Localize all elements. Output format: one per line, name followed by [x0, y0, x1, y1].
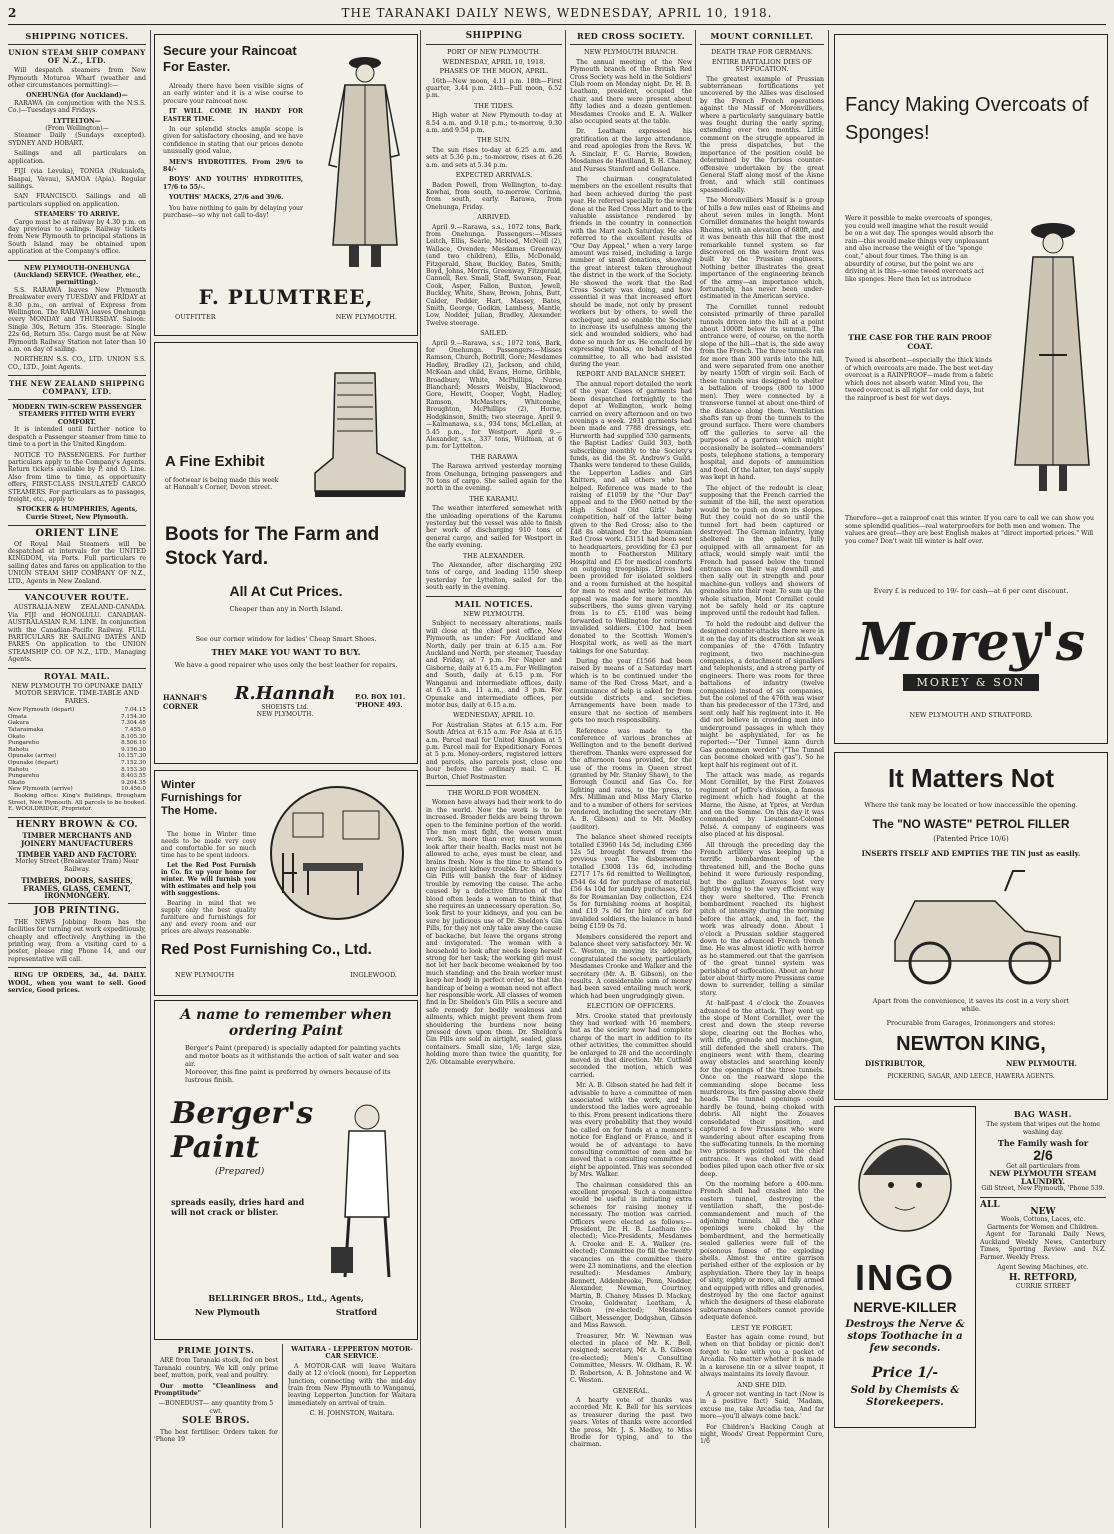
hannahs-corner: HANNAH'S CORNER [163, 693, 208, 711]
plumtree-np: NEW PLYMOUTH. [335, 313, 397, 321]
timetable-time: 3.30 [133, 766, 146, 773]
timetable-stop: Rahotu [8, 746, 29, 753]
sun: The sun rises to-day at 6.25 a.m. and sets at 5.36 p.m.; to-morrow, rises at 6.26 a.m. and sets at 5.34 p.m. [426, 146, 562, 169]
rc-paragraph: Mrs. Crooke stated that previously they had worked with 16 members, but as the society now had complete charge of the mart in addition to its other activities, the committee should be enlarged to 28 and the accordingly moved in that direction. Mr. Cutfield seconded the motion, which was carried. [570, 1012, 692, 1079]
timetable-stop: Opunake (arrive) [8, 753, 57, 760]
bag-text-1: The system that wipes out the home washing day. [986, 1121, 1100, 1136]
report-heading: REPORT AND BALANCE SHEET. [576, 370, 686, 379]
waitara-text: A MOTOR-CAR will leave Waitara daily at 12 o'clock (noon), for Lepperton Junction, connecting with the mid-day train from New Plymouth to Wanganui, leaving Lepperton Junction for Waitara immediately on arrival of train. [288, 1362, 416, 1407]
make: THEY MAKE YOU WANT TO BUY. [211, 647, 361, 657]
column-rule [150, 30, 151, 1528]
newton-footer [865, 1059, 1077, 1068]
hannah-logo-text: R.Hannah [234, 683, 336, 704]
royal-mail-text: NEW PLYMOUTH TO OPUNAKE DAILY MOTOR SERVICE. TIME-TABLE AND FARES. [11, 682, 143, 705]
san-francisco: SAN FRANCISCO. Sailings and all particulars supplied on application. [8, 193, 146, 208]
winter-title: Winter Furnishings for The Home. [161, 779, 242, 817]
rc-paragraph: A hearty vote of thanks was accorded Mr. K. Bell for his services as treasurer during the past two years. Votes of thanks were accorded the press, Mr. J. S. Medley, to Miss Brodie for typing, and to the chairman. [570, 1396, 692, 1449]
morey-son: MOREY & SON [903, 674, 1040, 691]
new: NEW [1030, 1207, 1056, 1218]
lyttelton: LYTTELTON— [53, 117, 101, 125]
stocker: STOCKER & HUMPHRIES, Agents, Currie Street, New Plymouth. [16, 506, 138, 521]
column-rule [565, 30, 566, 1528]
rc-paragraph: The chairman congratulated members on the excellent results that had been achieved during the past year. He referred specially to the work done at the Red Cross Mart and to the valuable assistance rendered by friends in the country in connection with the Mart each Saturday. He also referred to the excellent results of "Our Day Appeal," when a very large amount was raised, including a large number of small donations, showing the great interest taken throughout the district in the work of the Society. He showed the work that the Red Cross Society was doing, and how essential it was that increased effort should be made, not only by present workers but by others, to swell the exchequer, and so enable the Society to increase its usefulness among the sick and wounded soldiers, who had done so much for us. He concluded by expressing thanks, on behalf of the committee, to all who had assisted during the year. [570, 175, 692, 369]
bag-text-2: The Family wash for [997, 1138, 1089, 1149]
winter-body [161, 831, 256, 938]
repairer: We have a good repairer who uses only the best leather for repairs. [174, 661, 398, 669]
bag-wash-ad [980, 1108, 1106, 1528]
raincoat-text: Already there have been visible signs of an early winter and it is a wise course to procure your raincoat now. [163, 83, 303, 105]
sewing: Agent Sewing Machines, etc. [997, 1263, 1089, 1271]
timetable-stop: Pungarehu [8, 773, 40, 780]
timetable-time: 5.30 [133, 733, 146, 740]
pobox: P.O. BOX 101. 'PHONE 493. [355, 693, 406, 709]
bonedust: —BONEDUST— any quantity from 5 cwt. [158, 1400, 274, 1415]
rc-paragraph: The annual meeting of the New Plymouth branch of the British Red Cross Society was held in the Soldiers' Club room on Monday night. Dr. H. B. Leatham, president, occupied the chair, and there were present about fifty ladies and a dozen gentlemen. Mesdames Crooke and E. A. Walker also occupied seats at the table. [570, 58, 692, 126]
page-number: 2 [8, 6, 17, 20]
hannah-np: NEW PLYMOUTH. [256, 711, 314, 718]
did-text: A grocer not wanting in tact (Now is in a positive fact) Said, 'Madam, excuse me, take Arcadia tea, And far more—you'll always come back.' [700, 1390, 824, 1421]
berger-stratford: Stratford [335, 1307, 377, 1317]
column-mount-cornillet [700, 30, 824, 1528]
date: WEDNESDAY, APRIL 10, 1918. [442, 57, 546, 66]
tides: High water at New Plymouth to-day at 8.54 a.m. and 9.18 p.m.; to-morrow, 9.30 a.m. and 9.54 p.m. [426, 112, 562, 135]
royal-mail-heading: ROYAL MAIL. [43, 670, 111, 681]
timetable-row [8, 707, 146, 714]
branch: NEW PLYMOUTH BRANCH. [583, 48, 679, 57]
cheaper: Cheaper than any in North Island. [229, 605, 343, 613]
timetable-row [8, 720, 146, 727]
masthead-title: THE TARANAKI DAILY NEWS, WEDNESDAY, APRIL 10, 1918. [341, 6, 773, 20]
mail-text: Subject to necessary alterations, mails will close at the chief post office, New Plymouth, as under: For Auckland and North, daily per train at 6.15 a.m. For Auckland and North, per steamer, Tuesday and Friday, at 7 p.m. For Napier and Gisborne, daily at 6.15 a.m. For Wellington and South, daily at 6.15 p.m. For Wanganui and intermediate offices, daily at 6.15 a.m., 11 a.m., and 3 p.m. For Opunake and intermediate offices, per motor bus, daily at 6.15 a.m. [426, 620, 562, 709]
ring-up: RING UP ORDERS, 3d., 4d. DAILY. WOOL, when you want to sell. Good service, Good prices. [8, 972, 146, 995]
newton-np: NEW PLYMOUTH. [1006, 1059, 1077, 1068]
timetable-time: 6.30 [133, 746, 146, 753]
cargo: Cargo must be at railway by 4.30 p.m. on day previous to sailings. Railway tickets from New Plymouth to principal stations in South Island may be obtained upon application at the Company's office. [8, 218, 146, 256]
alexander-heading: THE ALEXANDER. [462, 551, 526, 560]
fancy-title: Fancy Making Overcoats of Sponges! [845, 94, 1089, 144]
nz-shipping-heading: THE NEW ZEALAND SHIPPING COMPANY, LTD. [9, 379, 145, 396]
raincoat-title: Secure your Raincoat For Easter. [163, 43, 297, 74]
branches: PICKERING, SAGAR, AND LEECE, HAWERA AGENTS. [887, 1073, 1055, 1080]
timetable-time: 4.35 [133, 779, 146, 786]
job-text: THE NEWS Jobbing Room has the facilities for turning out work expeditiously, cheaply and effectively. Anything in the printing way, from a visiting card to a poster, please ring Phone 14, and our representative will call. [8, 918, 146, 963]
waitara-ad [288, 1344, 416, 1528]
spreads: spreads easily, dries hard and will not crack or blister. [171, 1197, 305, 1217]
destroys: Destroys the Nerve & stops Toothache in a few seconds. [845, 1319, 965, 1354]
shipping-heading: SHIPPING [465, 31, 523, 41]
timetable-row [8, 773, 146, 780]
timetable-stop: Opunake (depart) [8, 760, 59, 767]
fine-exhibit: A Fine Exhibit [165, 453, 265, 470]
red-post-ad [154, 770, 418, 996]
berger-np: New Plymouth [195, 1307, 260, 1317]
cornillet-paragraph: At half-past 4 o'clock the Zouaves advanced to the attack. They went up the slope of Mont Cornillet, over the crest and down the steep reverse slope, clearing out the Boches who, with rifle, grenade and machine-gun, still defended the shell craters. The engineers went with them, clearing away obstacles and searching keenly for the openings of the three tunnels. Once on the rearward slope the commanding slope became less murderous, its fire passing above their heads. The tunnel openings could hardly be found, being choked with debris. All night the Zouaves consolidated their position, and captured a few Prussians who were wandering about after escaping from the suffocating tunnels. In the morning two prisoners pointed out the chief entrance. It was choked with dead bodies piled upon each other five or six deep. [700, 1000, 824, 1178]
motto: Our motto "Cleanliness and Promptitude" [154, 1382, 278, 1398]
gain: You have nothing to gain by delaying your purchase—so why not call to-day! [163, 204, 303, 220]
orient-text: Of Royal Mail Steamers will be despatched at intervals for the UNITED KINGDOM, via Ports. Full particulars re sailing dates and fares on application to the UNION STEAM SHIP COMPANY OF N.Z., LTD., Agents in New Zealand. [8, 540, 146, 585]
cornillet-heading: MOUNT CORNILLET. [710, 31, 814, 41]
rc-paragraph: Members considered the report and balance sheet very satisfactory. Mr. W. C. Weston, in moving its adoption, congratulated the society, particularly Mesdames Crooke and Walker and the secretary (Mr. A. B. Gibson), on the results. A considerable sum of money had been saved entailing much work, which had been ungrudgingly given. [570, 933, 692, 1000]
timetable-stop: Pungarehu [8, 740, 40, 747]
red-post-np: NEW PLYMOUTH [175, 971, 235, 979]
plumtree-ad [154, 34, 418, 336]
column-rule [282, 1344, 283, 1528]
bag-heading: BAG WASH. [1014, 1109, 1072, 1119]
currie: CURRIE STREET [1015, 1282, 1071, 1290]
notice-passengers: NOTICE TO PASSENGERS. For further particulars apply to the Company's Agents. Return tickets available by P. and O. Line. Also from time to time, as opportunity offers, FIRST-CLASS INSULATED CARGO STEAMERS. For particulars as to passages, freight, etc., apply to [8, 451, 146, 503]
timetable-time: 4.30 [133, 713, 146, 720]
column-rule [695, 30, 696, 1528]
raincoat-body [163, 83, 303, 223]
vancouver-text: AUSTRALIA-NEW ZEALAND-CANADA. Via FIJI and HONOLULU. CANADIAN-AUSTRALASIAN R.M. LINE. In conjunction with the Canadian-Pacific Railway. FULL PARTICULARS RE SAILING DATES AND FARES On application to the UNION STEAMSHIP CO. OF N.Z., LTD., Managing Agents. [8, 604, 146, 664]
arrived-heading: ARRIVED. [477, 213, 511, 222]
fiji: FIJI (via Levuka), TONGA (Nukualofa, Haapai, Vavau), SAMOA (Apia). Regular sailings. [8, 168, 146, 190]
shipping-notices-heading: SHIPPING NOTICES. [25, 31, 129, 41]
orient-heading: ORIENT LINE [35, 528, 119, 540]
timetable-row [8, 760, 146, 767]
masthead [8, 4, 1106, 25]
agent: Agent for Taranaki Daily News, Auckland Weekly News, Canterbury Times, Sporting Review and N.Z. Farmer. Weekly Press. [980, 1231, 1106, 1261]
discount: Every £ is reduced to 19/- for cash—at 6 per cent discount. [873, 587, 1069, 595]
ingo-sold: Sold by Chemists & Storekeepers. [850, 1385, 960, 1408]
alexander-text: The Alexander, after discharging 292 tons of cargo, and loading 1150 sheep yesterday for Lyttelton, sailed for the south early in the evening. [426, 562, 562, 592]
moreys-logo-text: Morey's [856, 612, 1086, 673]
boot-illustration [295, 363, 410, 503]
column-shipping-notices [8, 30, 146, 1528]
column-shipping-news [426, 30, 562, 1528]
handy: IT WILL COME IN HANDY FOR EASTER TIME. [163, 108, 303, 123]
inserts: INSERTS ITSELF AND EMPTIES THE TIN just as easily. [861, 849, 1081, 858]
hydrotites: MEN'S HYDROTITES. From 29/6 to 84/- [163, 158, 303, 174]
sun-heading: THE SUN. [476, 136, 512, 145]
bergers-logo: Berger's Paint [171, 1096, 314, 1165]
boys: BOYS' AND YOUTHS' HYDROTITES, 17/6 to 55/-. [163, 176, 303, 191]
timber: TIMBER MERCHANTS AND JOINERY MANUFACTURERS [20, 831, 134, 848]
timetable-time: 9.15 [121, 746, 134, 753]
waitara-heading: WAITARA - LEPPERTON MOTOR-CAR SERVICE. [291, 1345, 413, 1361]
where: Where the tank may be located or how inaccessible the opening. [864, 801, 1078, 809]
berger-ad [154, 1000, 418, 1340]
bearing: Bearing in mind that we supply only the best quality furniture and furnishings for any and every room and our prices are always reasonable. [161, 900, 256, 935]
timetable-stop: Okato [8, 733, 25, 740]
northern: NORTHERN S.S. CO., LTD. UNION S.S. CO., LTD., Joint Agents. [8, 356, 146, 371]
timetable-note: Booking office: King's Buildings, Brougham Street, New Plymouth. All parcels to be booked. E. WOOLDRIDGE, Proprietor. [8, 793, 146, 813]
general-heading: GENERAL. [612, 1386, 650, 1395]
cornillet-sub2: ENTIRE BATTALION DIES OF SUFFOCATION. [711, 57, 813, 74]
intended: It is intended until further notice to despatch a Passenger steamer from time to time to a port in the United Kingdom. [8, 426, 146, 449]
apart: Apart from the convenience, it saves its cost in a very short while. [872, 997, 1070, 1013]
timetable-row [8, 714, 146, 721]
woman-face-illustration [845, 1115, 965, 1255]
sailings: Sailings and all particulars on application. [8, 150, 146, 165]
inglewood: INGLEWOOD. [350, 971, 397, 979]
timetable-stop: New Plymouth (depart) [8, 707, 75, 714]
corner: See our corner window for ladies' Cheap Smart Shoes. [195, 635, 377, 643]
furniture-circle-illustration [263, 783, 411, 923]
column-red-cross [570, 30, 692, 1528]
johnston: C. H. JOHNSTON, Waitara. [309, 1410, 395, 1418]
vancouver-heading: VANCOUVER ROUTE. [24, 592, 130, 602]
morey-logo [845, 612, 1097, 691]
cornillet-paragraph: The greatest example of Prussian subterranean fortifications yet uncovered by the Allies was disclosed by the French French operations against the Massif of Moronvilliers, where a particularly sanguinary battle was fought during the early spring, extending over two months. Little comment on the struggle appeared in the press dispatches, but the importance of the position could be determined by the furious counter-offensive undertaken by the great General Staff along most of the Aisne front, and which still continues spasmodically. [700, 75, 824, 194]
cornillet-sub1: DEATH TRAP FOR GERMANS. [711, 48, 813, 57]
moon: 16th—New moon, 4.11 p.m. 18th—First quarter, 3.44 p.m. 24th—Full moon, 6.52 p.m. [426, 77, 562, 100]
timetable-time: 6.10 [133, 740, 146, 747]
arrived: April 9.—Rarawa, s.s., 1072 tons, Bark, from Onehunga. Passengers:—Misses Leitch, Ellis, Searle, Mcleod, McNeill (2), Wallace, Ovenden; Mesdames Greenway (and two children), Ellis, McDonald, Fitzgerald, Shaw, Buckley, Bates, Smith; Boyd, Johns, Morris, Greenway, Fitzgerald, Cannell, Rev. Small, Staff, Swanson, Fear, Cook, Asper, Fallon, Buxton, Jewell, Buckley, White, Shaw, Brown, Johns, Butt, Calder, Pedder, Hart, Massey, Bates, Smith, George, Godkin, Lambess, Mantle, Low, Nodder, Julian, Bradley, Alexander. Twelve steerage. [426, 223, 562, 327]
mail-sub: NEW PLYMOUTH. [463, 610, 525, 619]
fancy-text-2: Tweed is absorbent—especially the thick kinds of which overcoats are made. The best wet-day overcoat is a RAINPROOF—made from a fabric which does not absorb water. Mind you, the tweed overcoat is all right for cold days, but the rainproof is best for wet days. [845, 357, 994, 402]
paint-text: Berger's Paint (prepared) is specially adapted for painting yachts and motor boats as it withstands the action of salt water and sea air. [185, 1044, 401, 1068]
cornillet-paragraph: The Moronvilliers Massif is a group of hills a few miles east of Rheims and about seven miles in length. Mont Cornillet dominates the height towards Rheims, with an elevation of 680ft, and it was beneath this hill that the most remarkable tunnel system so far discovered on the western front was built by the Prussian engineers. Nothing better illustrates the great importance of the engineering branch of the army—an importance which, fortunately, has never been under-estimated in the American service. [700, 197, 824, 301]
timetable [8, 707, 146, 793]
red-post-name: Red Post Furnishing Co., Ltd. [161, 941, 372, 958]
prepared: (Prepared) [215, 1167, 265, 1177]
newton-king: NEWTON KING, [896, 1033, 1046, 1055]
cornillet-paragraph: To hold the redoubt and deliver the designed counter-attacks there were in it on the day of its destruction six weak companies of the 476th Infantry regiment, two machine-gun companies, a detachment of signallers and telephonists, and a strong party of engineers. There was room for three battalions of infantry (twelve companies) instead of six companies, but the colonel of the 476th was wiser than his predecessor of the 173rd, and sent only half his regiment into it. He did not believe in crowding men into underground passages in which they might be asphyxiated, for as he reported:—"Der Tunnel kann durch Gas genommen werden" ("The Tunnel can become choked with gas"). So he kept half his regiment out of it. [700, 620, 824, 769]
ingo-price: Price 1/- [871, 1365, 939, 1381]
timber-yard: TIMBER YARD AND FACTORY: [17, 850, 137, 859]
prime-heading: PRIME JOINTS. [177, 1345, 255, 1355]
all: ALL [980, 1199, 1000, 1210]
wed-text: For Australian States at 6.15 a.m. For South Africa at 6.15 a.m. For Asia at 6.15 a.m. Parcel mail for United Kingdom at 5 p.m. Parcel mail for Expeditionary Forces at 5 p.m. Money-orders, registered letters and parcels, also parcels post, close one hour before the ordinary mail. C. H. Burton, Chief Postmaster. [426, 721, 562, 781]
timetable-time: 7.15 [121, 713, 134, 720]
woman-in-coat-illustration [1003, 215, 1099, 505]
rc-paragraph: The annual report detailed the work of the year. Cases of garments had been despatched fortnightly to the depot at Wellington, work being carried on every afternoon and on two evenings a week. 2931 garments had been made and 7788 dressings, etc. Hurworth had supplied 530 garments, the Baptist Ladies' Guild 303, both subscribing monthly to the Society's funds, as did the St. Andrew's Guild. Thanks were tendered to these Guilds, the Lepperton Ladies and Girl Knitters, and all others who had helped. Reference was made to the raising of £1059 by the "Our Day" appeal and to the £960 netted by the High School Old Girls' baby competition, half of the latter being given to the Red Cross; also to the £48 8s obtained for the Roumanian Red Cross work. £3151 had been sent to headquarters, providing for £3 per month to Featherston Military Hospital and £5 for medical comforts on outgoing troopships. Drives had been provided for isolated soldiers and a room furnished at the hospital for men to rest and write letters. An appeal was made for more monthly subscribers, the sums given varying from 1s to £5. £100 was being forwarded to Wellington for returned invalided soldiers. £100 had been donated to the Scottish Women's Hospital work, as well as the mart takings for one Saturday. [570, 380, 692, 655]
ss-rarawa: S.S. RARAWA leaves New Plymouth Breakwater every TUESDAY and FRIDAY at 8.30 p.m., on arrival of Express from Wellington. The RARAWA leaves Onehunga every MONDAY and THURSDAY. Saloon: Single 30s, Return 35s. Steerage: Single 22s 6d, Return 35s. Cargo must be at New Plymouth Railway Station not later than 10 a.m. on day of sailing. [8, 286, 146, 354]
timetable-time: 10.45 [121, 786, 138, 793]
timetable-time: 7.15 [121, 760, 134, 767]
laundry: NEW PLYMOUTH STEAM LAUNDRY. [989, 1169, 1097, 1186]
bellringer: BELLRINGER BROS., Ltd., Agents, [208, 1293, 364, 1303]
timetable-time: 6.0 [137, 786, 146, 793]
red-post-furnish: Let the Red Post Furnish in Co. fix up your home for winter. We will furnish you with estimates and help you with suggestions. [161, 862, 256, 897]
rc-paragraph: The chairman considered this an excellent proposal. Such a committee would be useful in initiating extra schemes for raising money if necessary. The motion was carried. Officers were elected as follows:—President, Dr. H. B. Leatham (re-elected); Vice-Presidents, Mesdames A. Crooke and E. A. Walker (re-elected); Committee (to fill the twenty vacancies on the committee there were 23 nominations, and the election resulted): Mesdames Ambury, Bennett, Addenbrooke, Penn, Nodder, Alexander, Newman, Courtney, Martin, B. Chaney, Misses D. Mackay, Crooke, Goldwater, Leatham, A. Wilson (re-elected); Mesdames Gilbert, Messenger, Dodgshun, Gibson and Miss Rawson. [570, 1181, 692, 1330]
timetable-stop: Omata [8, 713, 27, 720]
prime-joints-ad [154, 1344, 278, 1528]
berger-footer [195, 1307, 377, 1317]
cut-prices: All At Cut Prices. [229, 583, 343, 599]
plumtree-name: F. PLUMTREE, [198, 285, 374, 309]
rc-paragraph: The balance sheet showed receipts totalled £3960 14s 5d, including £366 12s 5d brought forward from the previous year. The disbursements totalled £3008 13s 6d, including £2717 17s 6d remitted to Wellington, £544 6s 4d for purchase of material, £56 4s 10d for sundry purchases, £63 8s for Roumanian Day collection, £24 5s for furnishing rooms at hospital, and £19 7s 6d for hire of cars for invalided soldiers, the balance in hand being £159 0s 7d. [570, 834, 692, 931]
retford: H. RETFORD, [1008, 1273, 1078, 1284]
onehunga: ONEHUNGA (for Auckland)— [26, 92, 128, 100]
rc-paragraph: During the year £1566 had been raised by means of a Saturday mart which is to be continued under the name of the Red Cross Mart, and a continuance of help is asked for from outside districts and societies. Arrangements have been made to ensure that no section of members gets too much responsibility. [570, 657, 692, 725]
np-stratford: NEW PLYMOUTH AND STRATFORD. [909, 711, 1033, 719]
macks: YOUTHS' MACKS, 27/6 and 39/6. [169, 194, 284, 202]
hannah-ad [154, 342, 418, 764]
sailed-heading: SAILED. [480, 329, 508, 338]
lest-heading: LEST YE FORGET. [731, 1323, 793, 1332]
karamu-heading: THE KARAMU. [469, 494, 519, 503]
tides-heading: THE TIDES. [474, 101, 514, 110]
cornillet-paragraph: On the morning before a 400-mm. French shell had crashed into the eastern tunnel, destroying the ventilation shaft, the post-de-commandement and much of the adjoining tunnels. All the other openings were choked by the bombardment, and the hermetically sealed galleries were full of the poisonous fumes of the exploding shells. Almost the entire garrison perished either of the explosion or by asphyxiation. There they lay in heaps of sixty, eighty or more, all fully armed and equipped with rifles and grenades, destroyed by the one factor against which the designers of these elaborate subterranean shelters cannot provide adequate defence. [700, 1180, 824, 1322]
column-rule [828, 30, 829, 1528]
sailed: April 9.—Rarawa, s.s., 1072 tons, Bark, for Onehunga. Passengers:—Misses Ramson, Church, Bottrill, Gore; Mesdames Hadley, Bradley (2), Jackson, and child, McKean and child, Evans, Horne, Gribble, Broadbury, White, McPhillips, Nurse Blanchard; Messrs Welsby, Blackwood, Gore, Hewitt, Cooper, Voght, Hadley, Ramson, McMasters, Whitcombe, Broughton, McPhillips (2), Horne, Hodgkinson, Smith; two steerage. April 9.—Kaimanawa, s.s., 934 tons, McLellan, at 5.45 p.m., for Westport. April 9.—Alexander, s.s., 337 tons, Wildman, at 6 p.m. for Lyttelton. [426, 339, 562, 451]
rarawa-heading: THE RARAWA [470, 452, 518, 461]
ingo-logo: INGO [854, 1257, 955, 1298]
union-text: Will despatch steamers from New Plymouth Moturoa Wharf (weather and other circumstances permitting):— [8, 67, 146, 90]
nerve-killer: NERVE-KILLER [853, 1299, 957, 1315]
wellington: (From Wellington)— [45, 125, 109, 133]
timetable-time: 8.40 [121, 773, 134, 780]
gill: Gill Street, New Plymouth, 'Phone 539. [981, 1185, 1105, 1193]
timetable-time: 8.10 [121, 733, 134, 740]
rc-paragraph: Mr. A. B. Gibson stated he had felt it advisable to have a committee of men associated with the work, and he understood the ladies were agreeable to this. From present indications there was every probability that they would be called on for funds at a moment's notice for England or France, and it would be of advantage to have consulting committee of men and he moved that a consulting committee of eight be appointed. This was seconded by Mrs. Walker. [570, 1082, 692, 1179]
rc-paragraph: Reference was made to the conference of various branches at Wellington and to the benefit derived therefrom. Thanks were expressed for the afternoon teas provided, for the use of the rooms in Queen street (granted by Mr. Stanley Shaw), to the Borough Council and Gas Co. for lighting and rates, to the press, to Mrs. Milliman and Miss Mary Clarke and to a number of others for services rendered, including the secretary (Mr. A. B. Gibson) and to Mr. Medley (auditor). [570, 727, 692, 831]
timetable-time: 7.0 [124, 707, 134, 714]
timetable-stop: Okato [8, 779, 25, 786]
expected: Baden Powell, from Wellington, to-day. Kowhai, from south, to-morrow. Corinna, from south, early. Rarawa, from Onehunga, Friday. [426, 181, 562, 211]
twin-screw: MODERN TWIN-SCREW PASSENGER STEAMERS FITTED WITH EVERY COMFORT. [12, 404, 142, 426]
plumtree-footer [175, 313, 397, 321]
steamer-daily: Steamer Daily (Sundays excepted). SYDNEY AND HOBART. [8, 132, 146, 147]
stock: In our splendid stocks ample scope is given for satisfactory choosing, and we have confidence in stating that our prices denote unusually good value. [163, 126, 303, 156]
timetable-time: 7.45 [124, 727, 138, 734]
did-heading: AND SHE DID. [737, 1380, 787, 1389]
timetable-time: 7.30 [121, 720, 134, 727]
timetable-row [8, 734, 146, 741]
timetable-time: 2.30 [133, 760, 146, 767]
henry-brown-heading: HENRY BROWN & CO. [15, 819, 139, 830]
timetable-row [8, 740, 146, 747]
lest-text: Easter has again come round, but when on that holiday or picnic don't forget to take with you a packet of Arcadia. No matter whether it is made in a kerosene tin or a silver teapot, it always maintains its lovely flavour. [700, 1334, 824, 1379]
ingo-ad [834, 1106, 976, 1428]
motor-car-illustration [875, 861, 1075, 991]
paint-title: A name to remember when ordering Paint [180, 1007, 392, 1039]
doors: TIMBERS, DOORS, SASHES, FRAMES, GLASS, CEMENT, IRONMONGERY. [21, 876, 133, 901]
moreover: Moreover, this fine paint is preferred by owners because of its lustrous finish. [185, 1068, 391, 1084]
election-heading: ELECTION OF OFFICERS. [586, 1002, 676, 1011]
man-in-raincoat-illustration [315, 45, 410, 275]
wed-heading: WEDNESDAY, APRIL 10. [453, 711, 535, 720]
woods-text: For Children's Hacking Cough at night, Woods' Great Peppermint Cure, 1/6 [700, 1423, 824, 1446]
phases: PHASES OF THE MOON, APRIL. [439, 67, 549, 76]
timetable-time: 8.50 [121, 740, 134, 747]
prime-text: ARE from Taranaki stock, fed on best Taranaki country. We kill only prime beef, mutton, pork, veal and poultry. [154, 1357, 278, 1380]
women-text: Women have always had their work to do in the world. Now the work is to be increased. Broader fields are being thrown open to the feminine portion of the world. The men must fight, the women must work. So, more than ever, must women look after their health. Backs must not be allowed to ache, eyes must be clear, and brains fresh. Now is the time to attend to any incipient kidney trouble. Dr. Sheldon's Gin Pills will banish the fear of kidney trouble by removing the cause. The ache caused by a defective filtration of the blood often leads a woman to think that she requires an unnecessary operation. So, look first to your kidneys, and you can be sure by judicious use of Dr. Sheldon's Gin Pills, for they not only take away the cause of backache, but leave the organs strong and invigorated. The woman with a household to look after needs keep herself strong for her task; the working girl must not let her back become weakened by too much standing; and the brain worker must keep her body in perfect order, so that the handicap of being a woman need not affect her responsible work. All classes of women find in Dr. Sheldon's Gin Pills a secure and safe remedy for bodily weakness and ailments, which might prevent them from shouldering the burdens now being pressed down upon them. Dr. Sheldon's Gin Pills are sold in airtight, sealed, glass containers. Small size, 1/6; large size, holding more than twice the quantity, for 2/6. Obtainable everywhere. [426, 799, 562, 1066]
timetable-time: 10.15 [117, 753, 134, 760]
bag-text-3: Get all particulars from [1006, 1163, 1080, 1171]
expected-heading: EXPECTED ARRIVALS. [455, 171, 533, 180]
red-post-footer [175, 971, 397, 979]
timetable-row [8, 786, 146, 793]
shoeists: SHOEISTS Ltd. [261, 704, 309, 711]
wools: Wools, Cottons, Laces, etc. [1000, 1216, 1086, 1224]
timetable-stop: Tataraimaka [8, 727, 44, 734]
timetable-time: 5.0 [137, 727, 146, 734]
timetable-time: 4.15 [133, 707, 146, 714]
timetable-time: 7.30 [133, 753, 146, 760]
boots-title: Boots for The Farm and Stock Yard. [165, 524, 380, 569]
morey-ad [834, 34, 1108, 744]
distributor: DISTRIBUTOR, [865, 1059, 926, 1068]
timetable-time: 3.55 [133, 773, 146, 780]
cornillet-paragraph: The attack was made, as regards Mont Cornillet, by the First Zouaves regiment of Joffre's division, a famous regiment which had fought at the Marne, the Aisne, at Ypres, at Verdun and on the Somme. On this day it was commanded by Lieutenant-Colonel Pelsé. A company of engineers was also placed at his disposal. [700, 772, 824, 839]
hannah-logo [225, 683, 345, 718]
fancy-text-1: Were it possible to make overcoats of sponges, you could well imagine what the result would be on a wet day. The sponges would absorb the rain—this would make things very unpleasant and also increase the weight of the "sponge coat," about four times. The thing is an absurdity of course, but the point we are driving at is this—some tweed overcoats act like sponges. Here then let us introduce [845, 215, 994, 283]
timetable-time: 8.15 [121, 766, 134, 773]
procurable: Procurable from Garages, Ironmongers and stores: [886, 1019, 1056, 1027]
onehunga-service: NEW PLYMOUTH-ONEHUNGA (Auckland) SERVICE. (Weather, etc., permitting). [13, 264, 141, 287]
timetable-row [8, 727, 146, 734]
mail-heading: MAIL NOTICES. [454, 598, 534, 609]
fancy-text-3: Therefore—get a rainproof coat this winter. If you care to call we can show you some splendid qualities—real waterproofers for both men and women. The values are great—they are best English makes at "direct imported prices." Will you come? Don't wait till winter is half over. [845, 515, 1094, 545]
karamu-text: The weather interfered somewhat with the unloading operations of the Karamu yesterday but the vessel was able to finish her work of discharging 910 tons of general cargo, and sailed for Westport in the early evening. [426, 505, 562, 550]
timetable-stop: New Plymouth (arrive) [8, 786, 73, 793]
fertiliser: The best fertiliser. Orders taken for 'Phone 19 [154, 1428, 278, 1444]
column-rule [420, 30, 421, 1528]
sole-bros: SOLE BROS. [182, 1416, 250, 1427]
no-waste: The "NO WASTE" PETROL FILLER [872, 817, 1070, 831]
footwear: of footwear is being made this week at Hannah's Corner, Devon street. [165, 477, 279, 492]
red-cross-heading: RED CROSS SOCIETY. [577, 31, 685, 41]
molesworth: Morley Street (Breakwater Tram) Near Railway. [15, 858, 139, 873]
cornillet-paragraph: All through the preceding day the French artillery was keeping up a terrific bombardment of the threatened hill, and the Boche guns behind it were furiously responding, but the gallant Zouaves lost very lightly owing to the very efficient way they were sheltered. The French bombardment reached its highest pitch of intensity during the morning before the attack, and, in fact, the work was already done. About 1 o'clock a Prussian soldier staggered down to the advanced French trench line. He was almost idiotic with horror as he stammered out that the garrison of the great tunnel system was perishing of suffocation. About an hour later about thirty more Prussians came down to surrender, telling a similar story. [700, 841, 824, 997]
job-printing-heading: JOB PRINTING. [34, 906, 120, 917]
painter-illustration [325, 1097, 409, 1287]
cornillet-paragraph: The Cornillet tunnel redoubt consisted primarily of three parallel tunnels driven into the hill at a point about 1000ft below its summit. The entrance were, of course, on the north slope of the hill—that is, the side away from the French. The three tunnels ran for more than 300 yards into the hill, and were separated from one another by nearly 150ft of virgin soil. Each of these tunnels was designed to shelter a battalion of troops (800 to 1000 men). They were connected by a transverse tunnel at about one-third of the distance along them. Ventilation shafts ran up from the tunnels to the ground surface. There were chambers off the galleries to serve all the purposes of a garrison which might occasionally be isolated—commanders' posts, telephone stations, a temporary hospital, and depots of ammunition and food. Of the latter, ten days' supply was kept in hand. [700, 303, 824, 482]
rarawa: RARAWA (in conjunction with the N.S.S. Co.)—Tuesdays and Fridays. [8, 99, 146, 115]
cornillet-paragraph: The object of the redoubt is clear, supposing that the French carried the summit of the hill, the next operation would be to push on down its slopes. But they could not do so until the tunnel fort had been captured or destroyed. The German infantry, lying sheltered in the galleries, fully equipped with all armament for an attack, would simply wait until the French had passed below the tunnel entrances on their way downhill and then sally out in strength and pour machine-gun volleys and showers of grenades into their rear. To sum up the whole situation, Mont Cornillet could not be safely held or its capture improved until the redoubt had fallen. [700, 484, 824, 618]
garments: Garments for Women and Children. [987, 1223, 1099, 1231]
timetable-row [8, 767, 146, 774]
bag-price: 2/6 [1033, 1146, 1053, 1163]
winter-text: The home in Winter time needs to be made very cosy and comfortable for so much time has to be spent indoors. [161, 831, 256, 859]
patented: (Patented Price 10/6) [933, 835, 1009, 843]
women-heading: THE WORLD FOR WOMEN. [447, 788, 541, 797]
timetable-time: 4.45 [133, 720, 146, 727]
newton-king-ad [834, 752, 1108, 1100]
steamers-arrive: STEAMERS' TO ARRIVE. [34, 211, 120, 219]
timetable-stop: Oakura [8, 720, 29, 727]
timetable-time: 9.20 [121, 779, 134, 786]
case-heading: THE CASE FOR THE RAIN PROOF COAT. [848, 333, 992, 351]
rc-paragraph: Treasurer, Mr. W. Newman was elected in place of Mr. K. Bell, resigned; secretary, Mr. A. B. Gibson (re-elected); Men's Consulting Committee, Messrs. W. Oldham, R. W. D. Robertson, A. B. Johnstone and W. C. Weston. [570, 1332, 692, 1385]
timetable-stop: Rahotu [8, 766, 29, 773]
rc-paragraph: Dr. Leatham expressed his gratification at the large attendance, and read apologies from the Revs. W. A. Sinclair, F. G. Harvie, Bowden, Mesdames de Havilland, B. H. Chaney, and Nurses Stanford and Gollance. [570, 128, 692, 173]
outfitter: OUTFITTER [175, 313, 216, 321]
matters-title: It Matters Not [887, 763, 1055, 793]
rarawa-text: The Rarawa arrived yesterday morning from Onehunga, bringing passengers and 70 tons of cargo. She sailed again for the north in the evening. [426, 463, 562, 493]
port: PORT OF NEW PLYMOUTH. [446, 48, 542, 57]
union-heading: UNION STEAM SHIP COMPANY OF N.Z., LTD. [8, 48, 146, 65]
